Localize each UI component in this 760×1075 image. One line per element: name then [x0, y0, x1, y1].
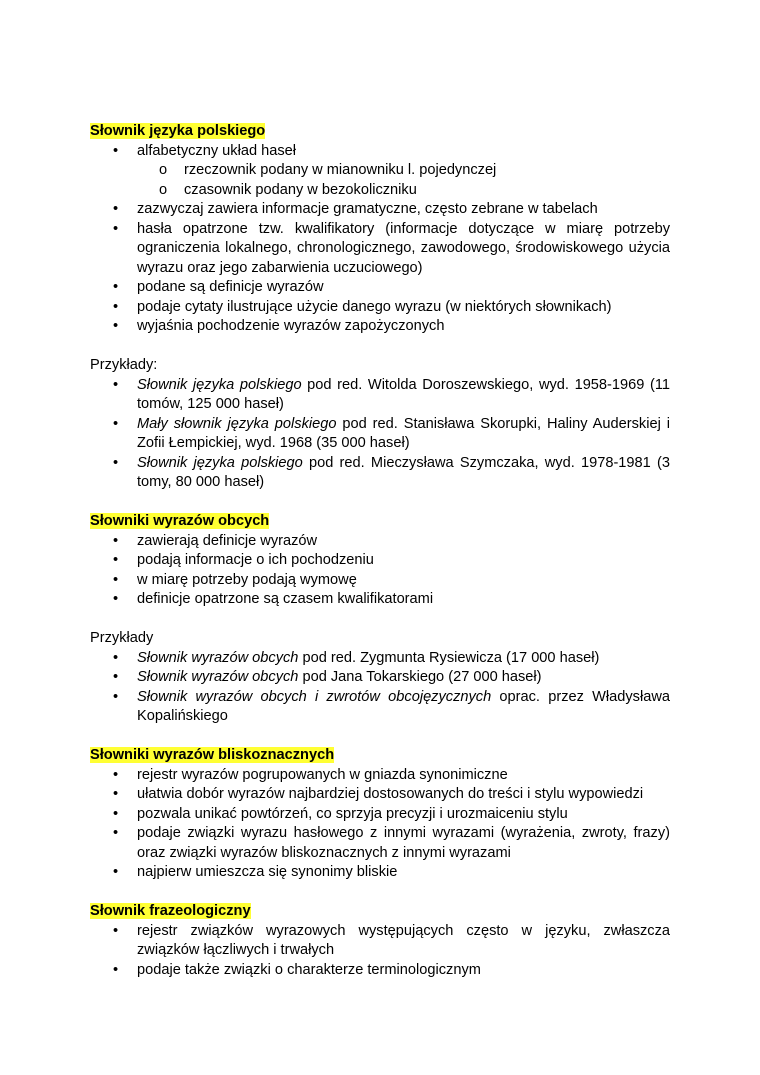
sub-list-item: o czasownik podany w bezokoliczniku — [137, 181, 670, 201]
bullet-list — [90, 142, 670, 337]
list-item: • podają informacje o ich pochodzeniu — [90, 551, 670, 571]
section-slownik-jezyka-polskiego — [90, 122, 670, 493]
list-item: • podaje cytaty ilustrujące użycie danego wyrazu (w niektórych słownikach) — [90, 298, 670, 318]
list-item: • rejestr wyrazów pogrupowanych w gniazda synonimiczne — [90, 766, 670, 786]
example-title: Słownik wyrazów obcych i zwrotów obcojęzycznych — [137, 688, 492, 705]
example-title: Słownik języka polskiego — [137, 454, 303, 471]
section-slowniki-wyrazow-obcych — [90, 512, 670, 727]
list-item: • zawierają definicje wyrazów — [90, 532, 670, 552]
bullet-list — [90, 766, 670, 883]
sub-list — [137, 161, 670, 200]
examples-list — [90, 376, 670, 493]
sub-list-item: o rzeczownik podany w mianowniku l. pojedynczej — [137, 161, 670, 181]
examples-label: Przykłady: — [90, 357, 158, 373]
examples-list — [90, 649, 670, 727]
section-heading: Słownik języka polskiego — [90, 123, 266, 139]
list-item: • podaje związki wyrazu hasłowego z innymi wyrazami (wyrażenia, zwroty, frazy) oraz związki wyrazów bliskoznacznych z innymi wyrazami — [90, 824, 670, 863]
list-item: • podaje także związki o charakterze terminologicznym — [90, 961, 670, 981]
example-item: • Słownik wyrazów obcych pod Jana Tokarskiego (27 000 haseł) — [90, 668, 670, 688]
document-content — [90, 122, 670, 980]
list-item: • rejestr związków wyrazowych występujących często w języku, zwłaszcza związków łączliwych i trwałych — [90, 922, 670, 961]
example-title: Słownik języka polskiego — [137, 376, 302, 393]
list-item: • alfabetyczny układ haseł o rzeczownik podany w mianowniku l. pojedynczej o czasownik podany w bezokoliczniku — [90, 142, 670, 201]
list-item: • pozwala unikać powtórzeń, co sprzyja precyzji i urozmaiceniu stylu — [90, 805, 670, 825]
list-item: • hasła opatrzone tzw. kwalifikatory (informacje dotyczące w miarę potrzeby ograniczenia lokalnego, chronologicznego, zawodowego, środowiskowego użycia wyrazu oraz jego zabarwienia uczuciowego) — [90, 220, 670, 279]
section-slowniki-wyrazow-bliskoznacznych — [90, 746, 670, 883]
section-slownik-frazeologiczny — [90, 902, 670, 980]
example-title: Słownik wyrazów obcych — [137, 669, 299, 685]
list-item: • w miarę potrzeby podają wymowę — [90, 571, 670, 591]
bullet-list — [90, 922, 670, 981]
list-item: • wyjaśnia pochodzenie wyrazów zapożyczonych — [90, 317, 670, 337]
example-item: • Słownik wyrazów obcych pod red. Zygmunta Rysiewicza (17 000 haseł) — [90, 649, 670, 669]
list-item: • zazwyczaj zawiera informacje gramatyczne, często zebrane w tabelach — [90, 200, 670, 220]
list-item: • definicje opatrzone są czasem kwalifikatorami — [90, 590, 670, 610]
list-item: • najpierw umieszcza się synonimy bliskie — [90, 863, 670, 883]
example-item: • Słownik języka polskiego pod red. Mieczysława Szymczaka, wyd. 1978-1981 (3 tomy, 80 000 haseł) — [90, 454, 670, 493]
section-heading: Słownik frazeologiczny — [90, 903, 251, 919]
example-item: • Słownik wyrazów obcych i zwrotów obcojęzycznych oprac. przez Władysława Kopalińskiego — [90, 688, 670, 727]
section-heading: Słowniki wyrazów bliskoznacznych — [90, 747, 335, 763]
example-title: Mały słownik języka polskiego — [137, 415, 337, 432]
list-item: • ułatwia dobór wyrazów najbardziej dostosowanych do treści i stylu wypowiedzi — [90, 785, 670, 805]
section-heading: Słowniki wyrazów obcych — [90, 513, 270, 529]
example-title: Słownik wyrazów obcych — [137, 649, 299, 666]
example-item: • Słownik języka polskiego pod red. Witolda Doroszewskiego, wyd. 1958-1969 (11 tomów, 125 000 haseł) — [90, 376, 670, 415]
example-item: • Mały słownik języka polskiego pod red. Stanisława Skorupki, Haliny Auderskiej i Zofii Łempickiej, wyd. 1968 (35 000 haseł) — [90, 415, 670, 454]
examples-label: Przykłady — [90, 630, 154, 646]
bullet-list — [90, 532, 670, 610]
list-item: • podane są definicje wyrazów — [90, 278, 670, 298]
